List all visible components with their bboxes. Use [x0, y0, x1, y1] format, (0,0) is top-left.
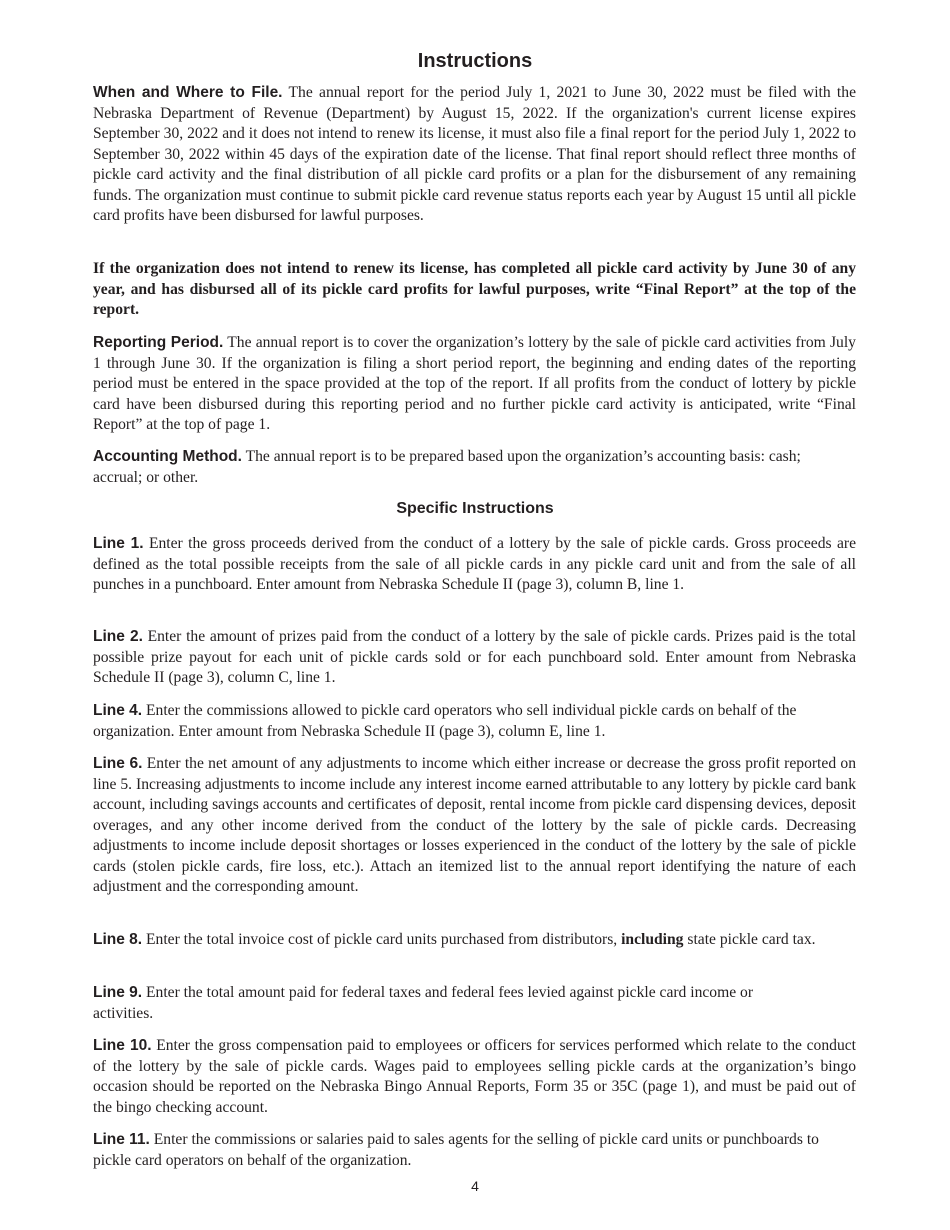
page-number: 4: [471, 1178, 479, 1194]
line-4-text: Enter the commissions allowed to pickle card operators who sell individual pickle cards on behalf of the organization. Enter amount from Nebraska Schedule II (page 3), column E, line 1.: [93, 702, 797, 740]
line-6-label: Line 6.: [93, 755, 143, 772]
line-1-label: Line 1.: [93, 535, 144, 552]
line-11-text: Enter the commissions or salaries paid to sales agents for the selling of pickle card units or punchboards to pickle card operators on behalf of the organization.: [93, 1131, 819, 1169]
line-2-label: Line 2.: [93, 628, 143, 645]
line-2-text: Enter the amount of prizes paid from the conduct of a lottery by the sale of pickle cards. Prizes paid is the total possible prize payout for each unit of pickle cards sold or for each punchboard sold. Enter amount from Nebraska Schedule II (page 3), column C, line 1.: [93, 628, 856, 686]
line-6-paragraph: [93, 754, 856, 898]
line-8-label: Line 8.: [93, 931, 143, 948]
line-8-text-after: state pickle card tax.: [687, 931, 816, 948]
line-2-paragraph: [93, 627, 856, 689]
line-11-label: Line 11.: [93, 1131, 150, 1148]
reporting-period-paragraph: [93, 333, 856, 436]
when-where-text: The annual report for the period July 1, 2021 to June 30, 2022 must be filed with the Nebraska Department of Revenue (Department) by August 15, 2022. If the organization's current license expires September 30, 2022 and it does not intend to renew its license, it must also file a final report for the period July 1, 2022 to September 30, 2022 within 45 days of the expiration date of the license. That final report should reflect three months of pickle card activity and the final distribution of all pickle card profits or a plan for the disbursement of any remaining funds. The organization must continue to submit pickle card revenue status reports each year by August 15 until all pickle card profits have been disbursed for lawful purposes.: [93, 84, 856, 224]
line-9-label: Line 9.: [93, 984, 143, 1001]
specific-instructions-title: Specific Instructions: [396, 500, 554, 517]
line-4-paragraph: [93, 701, 818, 742]
line-1-paragraph: [93, 534, 856, 596]
line-10-label: Line 10.: [93, 1037, 152, 1054]
page-title: Instructions: [417, 50, 533, 72]
accounting-method-text: The annual report is to be prepared based upon the organization’s accounting basis: cash; accrual; or other.: [93, 448, 801, 486]
line-8-emphasis: including: [621, 931, 684, 948]
accounting-method-heading: Accounting Method.: [93, 448, 242, 465]
line-8-text-before: Enter the total invoice cost of pickle card units purchased from distributors,: [146, 931, 618, 948]
line-1-text: Enter the gross proceeds derived from the conduct of a lottery by the sale of pickle cards. Gross proceeds are defined as the total possible receipts from the sale of all pickle cards in any pickle card unit and from the sale of all punches in a punchboard. Enter amount from Nebraska Schedule II (page 3), column B, line 1.: [93, 535, 856, 593]
line-9-paragraph: [93, 983, 808, 1024]
when-where-paragraph: [93, 83, 856, 227]
line-8-paragraph: [93, 930, 818, 951]
line-11-paragraph: [93, 1130, 838, 1171]
reporting-period-text: The annual report is to cover the organization’s lottery by the sale of pickle card activities from July 1 through June 30. If the organization is filing a short period report, the beginning and ending dates of the reporting period must be entered in the space provided at the top of the report. If all profits from the conduct of lottery by pickle card have been disbursed during this reporting period and no further pickle card activity is anticipated, write “Final Report” at the top of page 1.: [93, 334, 856, 433]
line-10-paragraph: [93, 1036, 856, 1118]
line-9-text: Enter the total amount paid for federal taxes and federal fees levied against pickle card income or activities.: [93, 984, 754, 1022]
final-report-note: If the organization does not intend to renew its license, has completed all pickle card activity by June 30 of any year, and has disbursed all of its pickle card profits for lawful purposes, write “Final Report” at the top of the report.: [93, 260, 856, 318]
line-10-text: Enter the gross compensation paid to employees or officers for services performed which relate to the conduct of the lottery by the sale of pickle cards. Wages paid to employees selling pickle cards at the organization’s bingo occasion should be reported on the Nebraska Bingo Annual Reports, Form 35 or 35C (page 1), and must be paid out of the bingo checking account.: [93, 1037, 856, 1116]
reporting-period-heading: Reporting Period.: [93, 334, 224, 351]
accounting-method-paragraph: [93, 447, 823, 488]
line-6-text: Enter the net amount of any adjustments to income which either increase or decrease the gross profit reported on line 5. Increasing adjustments to income include any interest income earned attributable to any lottery by pickle card bank account, including savings accounts and certificates of deposit, rental income from pickle card dispensing devices, deposit overages, and any other income derived from the conduct of the lottery by the sale of pickle cards. Decreasing adjustments to income include deposit shortages or losses experienced in the conduct of the lottery by the sale of pickle cards (stolen pickle cards, fire loss, etc.). Attach an itemized list to the annual report identifying the nature of each adjustment and the corresponding amount.: [93, 755, 856, 895]
when-where-heading: When and Where to File.: [93, 84, 283, 101]
line-4-label: Line 4.: [93, 702, 143, 719]
